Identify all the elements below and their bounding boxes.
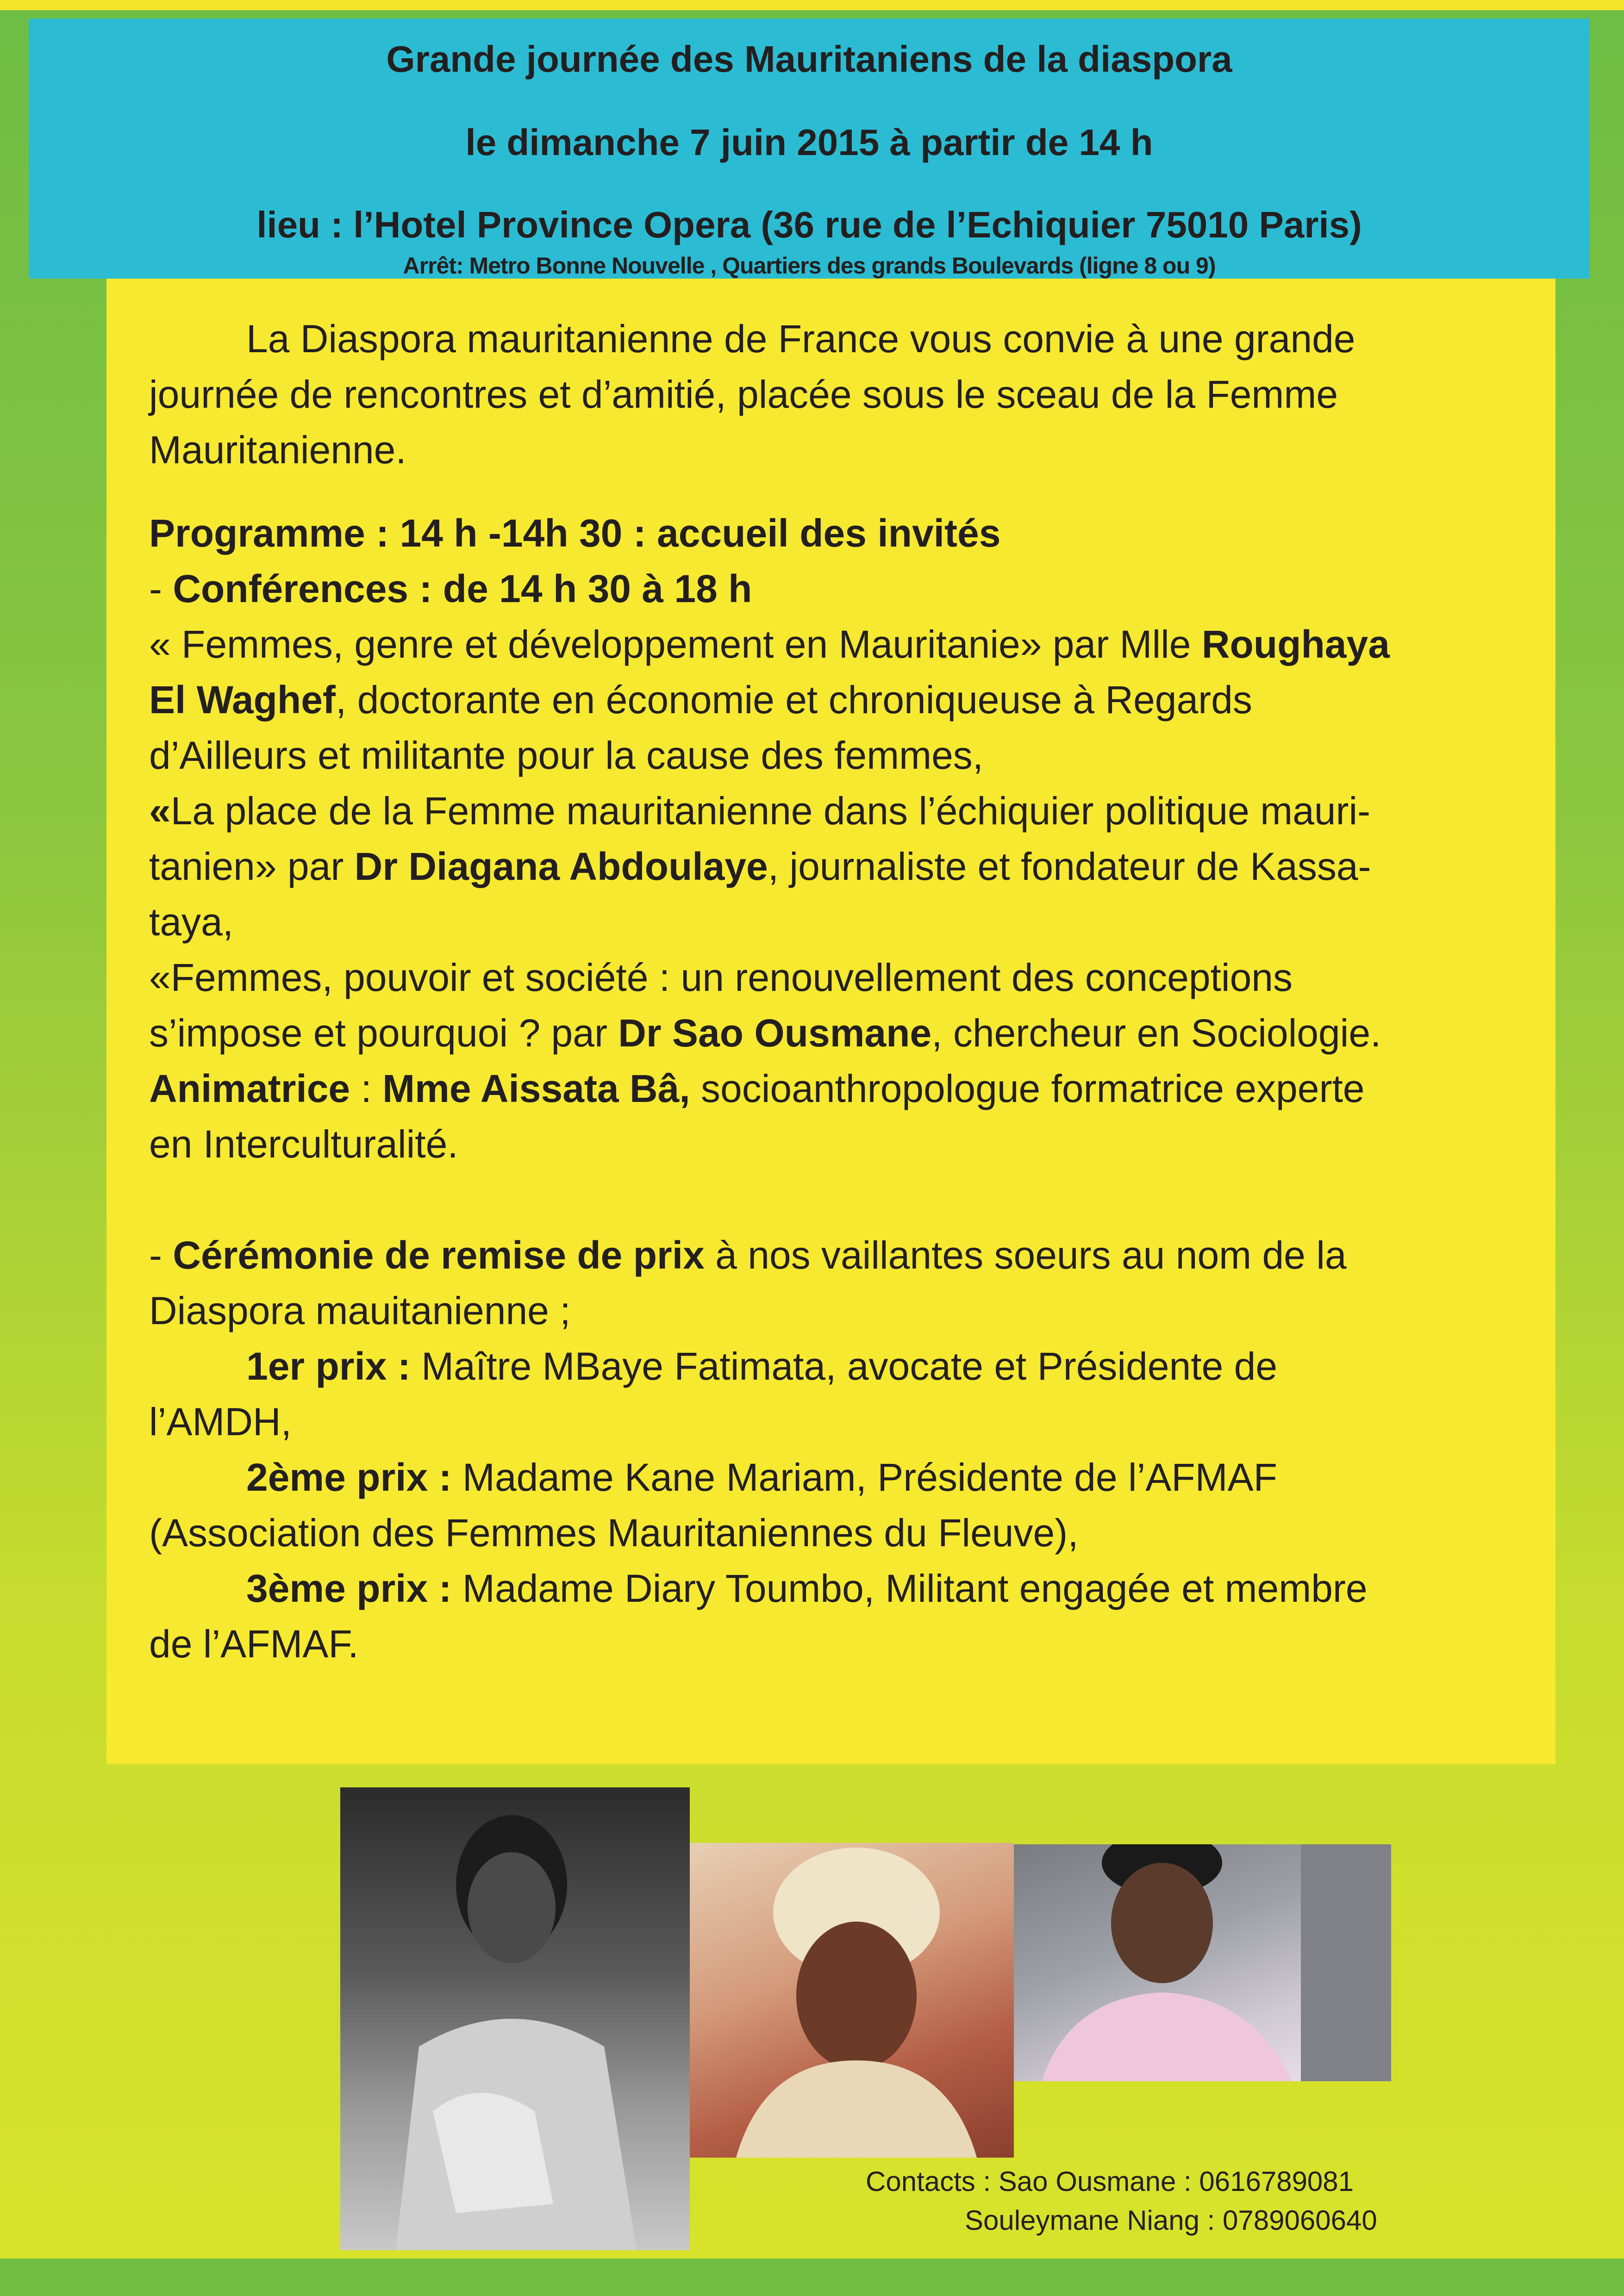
talk-text: tanien» par — [149, 845, 355, 888]
animatrice-desc: en Interculturalité. — [149, 1122, 458, 1166]
prize-label: 1er prix : — [246, 1344, 411, 1388]
programme-panel — [106, 279, 1555, 1764]
prize-text: l’AMDH, — [149, 1400, 292, 1444]
event-title: Grande journée des Mauritaniens de la diaspora — [386, 38, 1232, 80]
contacts-block — [866, 2162, 1377, 2240]
top-stripe — [0, 0, 1624, 10]
portrait-silhouette-icon — [690, 1843, 1014, 2158]
intro-line: Mauritanienne. — [149, 428, 406, 472]
talk-text: , journaliste et fondateur de Kassa- — [768, 845, 1371, 888]
conferences-heading: Conférences : de 14 h 30 à 18 h — [173, 567, 752, 610]
programme-heading: Programme : 14 h -14h 30 : accueil des invités — [149, 511, 1001, 555]
portrait-photo-1 — [340, 1787, 690, 2250]
portrait-silhouette-icon — [1014, 1844, 1391, 2081]
ceremony-section: - Cérémonie de remise de prix à nos vaillantes soeurs au nom de la Diaspora mauitanienne ; 1er prix : Maître MBaye Fatimata, avocate et Présidente de l’AMDH, 2ème prix : Madame Kane Mariam, Présidente de l’AFMAF (Association des Femmes Mauritaniennes du Fleuve), 3ème prix : Madame Diary Toumbo, Militant engagée et membre de l’AFMAF. — [149, 1233, 1368, 1666]
animatrice-name: Mme Aissata Bâ, — [382, 1067, 690, 1110]
animatrice-desc: socioanthropologue formatrice experte — [690, 1067, 1365, 1110]
talk-text: « Femmes, genre et développement en Mauritanie» par Mlle — [149, 622, 1202, 666]
prize-text: Madame Diary Toumbo, Militant engagée et membre — [451, 1567, 1368, 1610]
prize-text: de l’AFMAF. — [149, 1622, 359, 1666]
intro-paragraph — [149, 311, 1533, 478]
speaker-name: Dr Diagana Abdoulaye — [354, 845, 768, 888]
portrait-photo-3 — [1014, 1844, 1391, 2081]
talk-text: d’Ailleurs et militante pour la cause des femmes, — [149, 734, 984, 777]
event-transport: Arrêt: Metro Bonne Nouvelle , Quartiers des grands Boulevards (ligne 8 ou 9) — [403, 253, 1216, 279]
prize-label: 2ème prix : — [246, 1456, 452, 1499]
ceremony-heading: Cérémonie de remise de prix — [173, 1233, 705, 1277]
talk-text: , chercheur en Sociologie. — [931, 1011, 1381, 1055]
intro-line: journée de rencontres et d’amitié, placée sous le sceau de la Femme — [149, 373, 1338, 416]
intro-line: La Diaspora mauritanienne de France vous convie à une grande — [246, 317, 1355, 361]
talk-text: taya, — [149, 900, 234, 944]
prize-text: Maître MBaye Fatimata, avocate et Présidente de — [410, 1344, 1278, 1388]
talk-text: «Femmes, pouvoir et société : un renouvellement des conceptions — [149, 956, 1293, 999]
talk-text: , doctorante en économie et chroniqueuse à Regards — [335, 678, 1252, 722]
speaker-name: Roughaya — [1201, 622, 1390, 666]
portrait-silhouette-icon — [340, 1787, 690, 2250]
talk-text: La place de la Femme mauritanienne dans l’échiquier politique mauri- — [170, 789, 1371, 833]
speaker-name: Dr Sao Ousmane — [618, 1011, 932, 1055]
prize-label: 3ème prix : — [246, 1567, 452, 1610]
programme-section: Programme : 14 h -14h 30 : accueil des invités - Conférences : de 14 h 30 à 18 h « Femmes, genre et développement en Mauritanie» par Mlle Roughaya El Waghef, doctorante en économie et chroniqueuse à Regards d’Ailleurs et militante pour la cause des femmes, «La place de la Femme mauritanienne dans l’échiquier politique mauri- tanien» par Dr Diagana Abdoulaye, journaliste et fondateur de Kassa- taya, «Femmes, pouvoir et société : un renouvellement des conceptions s’impose et pourquoi ? par Dr Sao Ousmane, chercheur en Sociologie. Animatrice : Mme Aissata Bâ, socioanthropologue formatrice experte en Interculturalité. — [149, 511, 1390, 1166]
contact-line: Contacts : Sao Ousmane : 0616789081 — [866, 2166, 1354, 2197]
portrait-photo-2 — [690, 1843, 1014, 2158]
event-venue: lieu : l’Hotel Province Opera (36 rue de l’Echiquier 75010 Paris) — [256, 204, 1362, 245]
event-header — [29, 19, 1590, 279]
speaker-name: El Waghef — [149, 678, 336, 722]
prize-text: (Association des Femmes Mauritaniennes du Fleuve), — [149, 1511, 1079, 1555]
event-date: le dimanche 7 juin 2015 à partir de 14 h — [465, 122, 1153, 163]
bottom-stripe — [0, 2259, 1624, 2296]
prize-text: Madame Kane Mariam, Présidente de l’AFMAF — [451, 1456, 1277, 1499]
animatrice-label: Animatrice — [149, 1067, 350, 1110]
programme-text — [149, 311, 1533, 1672]
contact-line: Souleymane Niang : 0789060640 — [965, 2205, 1377, 2236]
talk-text: s’impose et pourquoi ? par — [149, 1011, 618, 1055]
